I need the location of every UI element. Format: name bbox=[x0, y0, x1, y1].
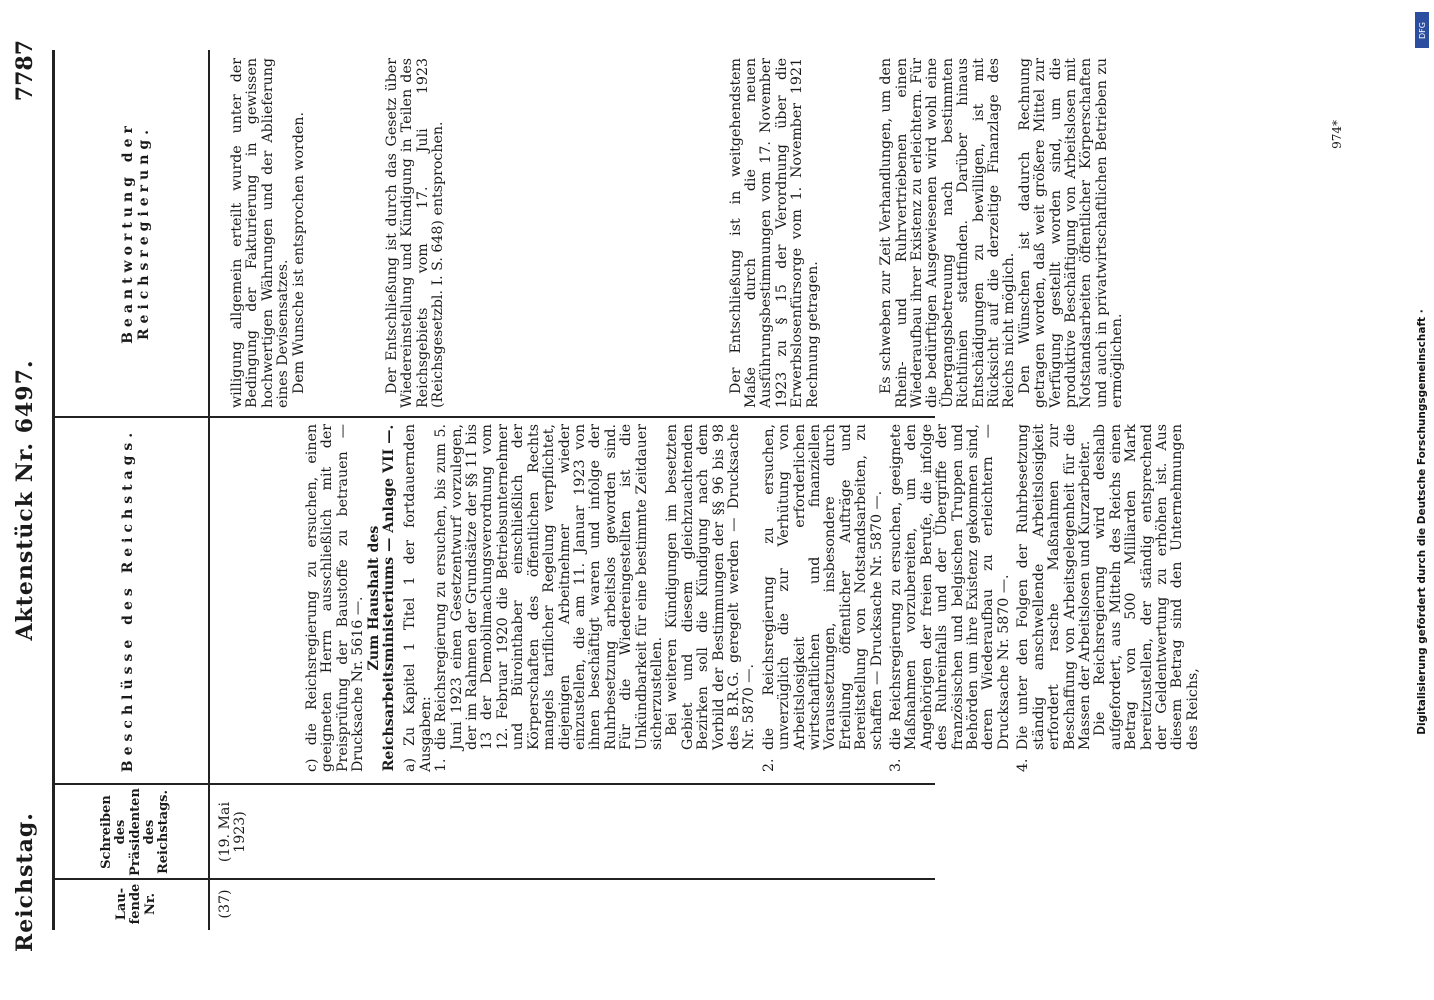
header-title: Aktenstück Nr. 6497. bbox=[12, 359, 38, 641]
funding-note: Digitalisierung gefördert durch die Deutsche Forschungsgemeinschaft · bbox=[1416, 309, 1428, 735]
resolution-item-2-text: die Reichsregierung zu ersuchen, unverzüglich die zur Verhütung von Arbeitslosigkeit erforderlichen wirtschaftlichen und finanziellen Voraussetzungen, insbesondere durch Erteilung öffentlicher Aufträge und Bereitstellung von Notstandsarbeiten, zu schaffen — Drucksache Nr. 5870 —. bbox=[760, 424, 885, 750]
answer-paragraph-5: Den Wünschen ist dadurch Rechnung getragen worden, daß weit größere Mittel zur Verfügung gestellt worden sind, um die produktive Beschäftigung von Arbeitslosen mit Notstandsarbeiten öffentlicher Körperschaften und auch in privatwirtschaftlichen Betrieben zu ermöglichen. bbox=[1016, 58, 1126, 408]
page-number: 7787 bbox=[12, 40, 38, 102]
resolution-item-1-continuation: Bei weiteren Kündigungen im besetzten Gebiet und diesem gleichzuachtenden Bezirken soll die Kündigung nach dem Vorbild der Bestimmungen der §§ 96 bis 98 des B.R.G. geregelt werden — Drucksache Nr. 5870 —. bbox=[664, 424, 758, 750]
column-divider bbox=[55, 878, 935, 880]
resolution-item-4: 4. Die unter den Folgen der Ruhrbesetzung ständig anschwellende Arbeitslosigkeit erfordert rasche Maßnahmen zur Beschaffung von Arbeitsgelegenheit für die Massen der Arbeitslosen und Kurzarbeiter. Die Reichsregierung wird deshalb aufgefordert, aus Mitteln des Reichs einen Betrag von 500 Milliarden Mark bereitzustellen, der ständig entsprechend der Geldentwertung zu erhöhen ist. Aus diesem Betrag sind den Unternehmungen des Reichs, bbox=[1015, 424, 1201, 772]
column-divider bbox=[55, 783, 935, 785]
resolution-item-4-text: Die unter den Folgen der Ruhrbesetzung ständig anschwellende Arbeitslosigkeit erfordert rasche Maßnahmen zur Beschaffung von Arbeitsgelegenheit für die Massen der Arbeitslosen und Kurzarbeiter. bbox=[1015, 424, 1093, 750]
top-rule bbox=[52, 50, 55, 930]
column-divider bbox=[55, 416, 935, 418]
signature-mark: 974* bbox=[1330, 120, 1344, 149]
column-header-laufende-nr: Lau- fende Nr. bbox=[114, 883, 158, 925]
row-date: (19. Mai 1923) bbox=[217, 801, 249, 863]
section-heading: Zum Haushalt des Reichsarbeitsministeriums — Anlage VII —. bbox=[365, 424, 398, 772]
answer-paragraph-1: willigung allgemein erteilt wurde unter der Bedingung der Fakturierung in gewissen hochwertigen Währungen und der Ablieferung eines Devisensatzes. bbox=[229, 58, 292, 408]
column-header-beantwortung: Beantwortung der Reichsregierung. bbox=[120, 121, 152, 344]
row-number: (37) bbox=[217, 889, 233, 919]
resolution-item-1-text: die Reichsregierung zu ersuchen, bis zum 5. Juni 1923 einen Gesetzentwurf vorzulegen, der im Rahmen der Grundsätze der §§ 11 bis 13 der Demobilmachungsverordnung vom 12. Februar 1920 die Betriebsunternehmer und Bürointhaber einschließlich der Körperschaften des öffentlichen Rechts mangels tariflicher Regelung verpflichtet, diejenigen Arbeitnehmer wieder einzustellen, die am 11. Januar 1923 von ihnen beschäftigt waren und infolge der Ruhrbesetzung arbeitslos geworden sind. Für die Wiedereingestellten ist die Unkündbarkeit für eine bestimmte Zeitdauer sicherzustellen. bbox=[433, 424, 665, 750]
answer-paragraph-2: Der Entschließung ist durch das Gesetz über Wiedereinstellung und Kündigung in Teilen des Reichsgebiets vom 17. Juli 1923 (Reichsgesetzbl. I. S. 648) entsprochen. bbox=[384, 58, 447, 408]
answer-paragraph-1b: Dem Wunsche ist entsprochen worden. bbox=[290, 112, 307, 394]
header-left: Reichstag. bbox=[12, 812, 38, 952]
column-header-schreiben: Schreiben des Präsidenten des Reichstags. bbox=[99, 788, 172, 876]
resolution-item-c: c) die Reichsregierung zu ersuchen, einen geeigneten Herrn ausschließlich mit der Preisprüfung der Baustoffe zu betrauen — Drucksache Nr. 5616 —. bbox=[304, 424, 367, 772]
beschluesse-column bbox=[305, 424, 1201, 772]
column-header-beschluesse: Beschlüsse des Reichstags. bbox=[120, 427, 136, 773]
dfg-sidebar bbox=[1412, 6, 1434, 1000]
resolution-item-4-continuation: Die Reichsregierung wird deshalb aufgefordert, aus Mitteln des Reichs einen Betrag von 500 Milliarden Mark bereitzustellen, der ständig entsprechend der Geldentwertung zu erhöhen ist. Aus diesem Betrag sind den Unternehmungen des Reichs, bbox=[1092, 424, 1201, 750]
answer-paragraph-4: Es schweben zur Zeit Verhandlungen, um den Rhein- und Ruhrvertriebenen einen Wiederaufbau ihrer Existenz zu erleichtern. Für die bedürftigen Ausgewiesenen wird wohl eine Übergangsbetreuung nach bestimmten Richtlinien stattfinden. Darüber hinaus Entschädigungen zu bewilligen, ist mit Rücksicht auf die derzeitige Finanzlage des Reichs nicht möglich. bbox=[878, 58, 1018, 408]
beantwortung-column bbox=[230, 58, 1126, 408]
dfg-logo-icon bbox=[1415, 12, 1429, 48]
resolution-item-a: a) Zu Kapitel 1 Titel 1 der fortdauernden Ausgaben: bbox=[402, 424, 434, 772]
resolution-item-2: 2. die Reichsregierung zu ersuchen, unverzüglich die zur Verhütung von Arbeitslosigkeit erforderlichen wirtschaftlichen und finanziellen Voraussetzungen, insbesondere durch Erteilung öffentlicher Aufträge und Bereitstellung von Notstandsarbeiten, zu schaffen — Drucksache Nr. 5870 —. bbox=[760, 424, 885, 772]
dfg-logo-text: DFG bbox=[1417, 21, 1427, 39]
header-rule bbox=[208, 50, 210, 930]
answer-paragraph-3: Der Entschließung ist in weitgehendstem Maße durch die neuen Ausführungsbestimmungen vom 17. November 1923 zu § 15 der Verordnung über die Erwerbslosenfürsorge vom 1. November 1921 Rechnung getragen. bbox=[727, 58, 821, 408]
resolution-item-3-text: die Reichsregierung zu ersuchen, geeignete Maßnahmen vorzubereiten, um den Angehörigen der freien Berufe, die infolge des Ruhreinfalls und der Übergriffe der französischen und belgischen Truppen und Behörden um ihre Existenz gekommen sind, deren Wiederaufbau zu erleichtern — Drucksache Nr. 5870 —. bbox=[888, 424, 1012, 750]
resolution-item-3: 3. die Reichsregierung zu ersuchen, geeignete Maßnahmen vorzubereiten, um den Angehörigen der freien Berufe, die infolge des Ruhreinfalls und der Übergriffe der französischen und belgischen Truppen und Behörden um ihre Existenz gekommen sind, deren Wiederaufbau zu erleichtern — Drucksache Nr. 5870 —. bbox=[888, 424, 1012, 772]
resolution-item-1: 1. die Reichsregierung zu ersuchen, bis zum 5. Juni 1923 einen Gesetzentwurf vorzulegen, der im Rahmen der Grundsätze der §§ 11 bis 13 der Demobilmachungsverordnung vom 12. Februar 1920 die Betriebsunternehmer und Bürointhaber einschließlich der Körperschaften des öffentlichen Rechts mangels tariflicher Regelung verpflichtet, diejenigen Arbeitnehmer wieder einzustellen, die am 11. Januar 1923 von ihnen beschäftigt waren und infolge der Ruhrbesetzung arbeitslos geworden sind. Für die Wiedereingestellten ist die Unkündbarkeit für eine bestimmte Zeitdauer sicherzustellen. Bei weiteren Kündigungen im besetzten Gebiet und diesem gleichzuachtenden Bezirken soll die Kündigung nach dem Vorbild der Bestimmungen der §§ 96 bis 98 des B.R.G. geregelt werden — Drucksache Nr. 5870 —. bbox=[433, 424, 758, 772]
